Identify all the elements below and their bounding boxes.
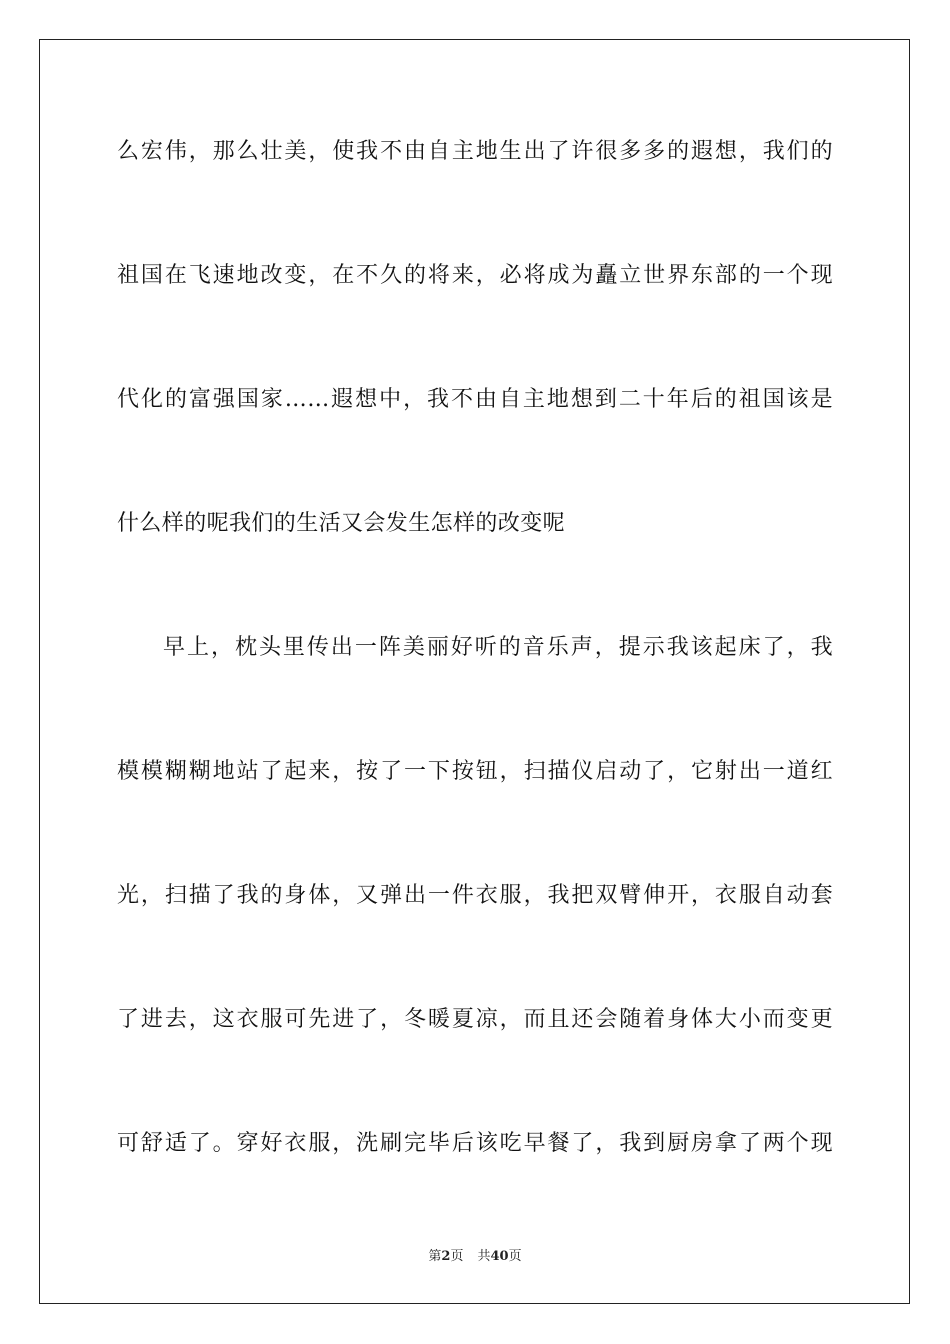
body-text-line: 代化的富强国家……遐想中，我不由自主地想到二十年后的祖国该是	[117, 387, 833, 412]
current-page-number: 2	[441, 1249, 451, 1264]
body-text-line: 么宏伟，那么壮美，使我不由自主地生出了许很多多的遐想，我们的	[117, 139, 833, 164]
total-page-count: 40	[490, 1249, 509, 1264]
body-text-line: 什么样的呢我们的生活又会发生怎样的改变呢	[117, 511, 566, 536]
paragraph-first-line: 早上，枕头里传出一阵美丽好听的音乐声，提示我该起床了，我	[163, 635, 833, 660]
page-indicator: 第2页	[428, 1249, 464, 1264]
page-border	[39, 39, 910, 1304]
body-text-line: 可舒适了。穿好衣服，洗刷完毕后该吃早餐了，我到厨房拿了两个现	[117, 1131, 833, 1156]
body-text-line: 祖国在飞速地改变，在不久的将来，必将成为矗立世界东部的一个现	[117, 263, 833, 288]
body-text-line: 模模糊糊地站了起来，按了一下按钮，扫描仪启动了，它射出一道红	[117, 759, 833, 784]
total-pages-indicator: 共40页	[477, 1249, 522, 1264]
body-text-line: 了进去，这衣服可先进了，冬暖夏凉，而且还会随着身体大小而变更	[117, 1007, 833, 1032]
body-text-line: 光，扫描了我的身体，又弹出一件衣服，我把双臂伸开，衣服自动套	[117, 883, 833, 908]
page-footer	[0, 1249, 950, 1265]
